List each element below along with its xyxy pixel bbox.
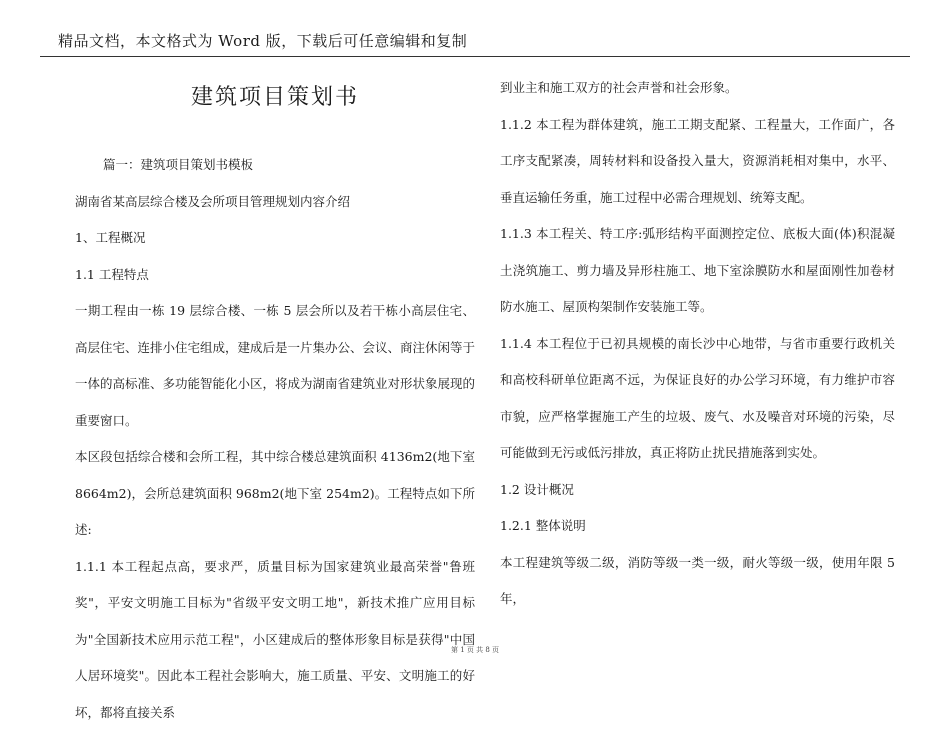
body-paragraph: 本工程建筑等级二级，消防等级一类一级，耐火等级一级，使用年限 5 年， — [500, 545, 895, 618]
header-text: 精品文档，本文格式为 Word 版，下载后可任意编辑和复制 — [58, 30, 467, 51]
body-paragraph: 1.1.2 本工程为群体建筑，施工工期支配紧、工程量大，工作面广，各工序支配紧凑，周转材料和设备投入量大，资源消耗相对集中，水平、垂直运输任务重，施工过程中必需合理规划、统筹支配。 — [500, 107, 895, 217]
body-paragraph: 到业主和施工双方的社会声誉和社会形象。 — [500, 70, 895, 107]
right-column — [500, 70, 895, 618]
section-heading-1-2: 1.2 设计概况 — [500, 472, 895, 509]
document-title: 建筑项目策划书 — [75, 80, 475, 111]
left-column — [75, 70, 475, 731]
subtitle-paragraph: 篇一：建筑项目策划书模板 — [75, 147, 475, 184]
section-heading-1: 1、工程概况 — [75, 220, 475, 257]
body-paragraph: 本区段包括综合楼和会所工程，其中综合楼总建筑面积 4136m2(地下室 8664m2)，会所总建筑面积 968m2(地下室 254m2)。工程特点如下所述: — [75, 439, 475, 549]
body-paragraph: 1.1.4 本工程位于已初具规模的南长沙中心地带，与省市重要行政机关和高校科研单位距离不远，为保证良好的办公学习环境，有力维护市容市貌，应严格掌握施工产生的垃圾、废气、水及噪音对环境的污染，尽可能做到无污或低污排放，真正将防止扰民措施落到实处。 — [500, 326, 895, 472]
section-heading-1-1: 1.1 工程特点 — [75, 257, 475, 294]
section-heading-1-2-1: 1.2.1 整体说明 — [500, 508, 895, 545]
intro-paragraph: 湖南省某高层综合楼及会所项目管理规划内容介绍 — [75, 184, 475, 221]
document-header — [40, 22, 910, 57]
body-paragraph: 1.1.1 本工程起点高，要求严，质量目标为国家建筑业最高荣誉"鲁班奖"，平安文明施工目标为"省级平安文明工地"，新技术推广应用目标为"全国新技术应用示范工程"，小区建成后的整体形象目标是获得"中国人居环境奖"。因此本工程社会影响大，施工质量、平安、文明施工的好坏，都将直接关系 — [75, 549, 475, 731]
body-paragraph: 一期工程由一栋 19 层综合楼、一栋 5 层会所以及若干栋小高层住宅、高层住宅、连排小住宅组成，建成后是一片集办公、会议、商注休闲等于一体的高标准、多功能智能化小区，将成为湖南省建筑业对形状象展现的重要窗口。 — [75, 293, 475, 439]
page-number: 第 1 页 共 8 页 — [0, 645, 950, 655]
body-paragraph: 1.1.3 本工程关、特工序:弧形结构平面测控定位、底板大面(体)积混凝土浇筑施工、剪力墙及异形柱施工、地下室涂膜防水和屋面刚性加卷材防水施工、屋顶构架制作安装施工等。 — [500, 216, 895, 326]
